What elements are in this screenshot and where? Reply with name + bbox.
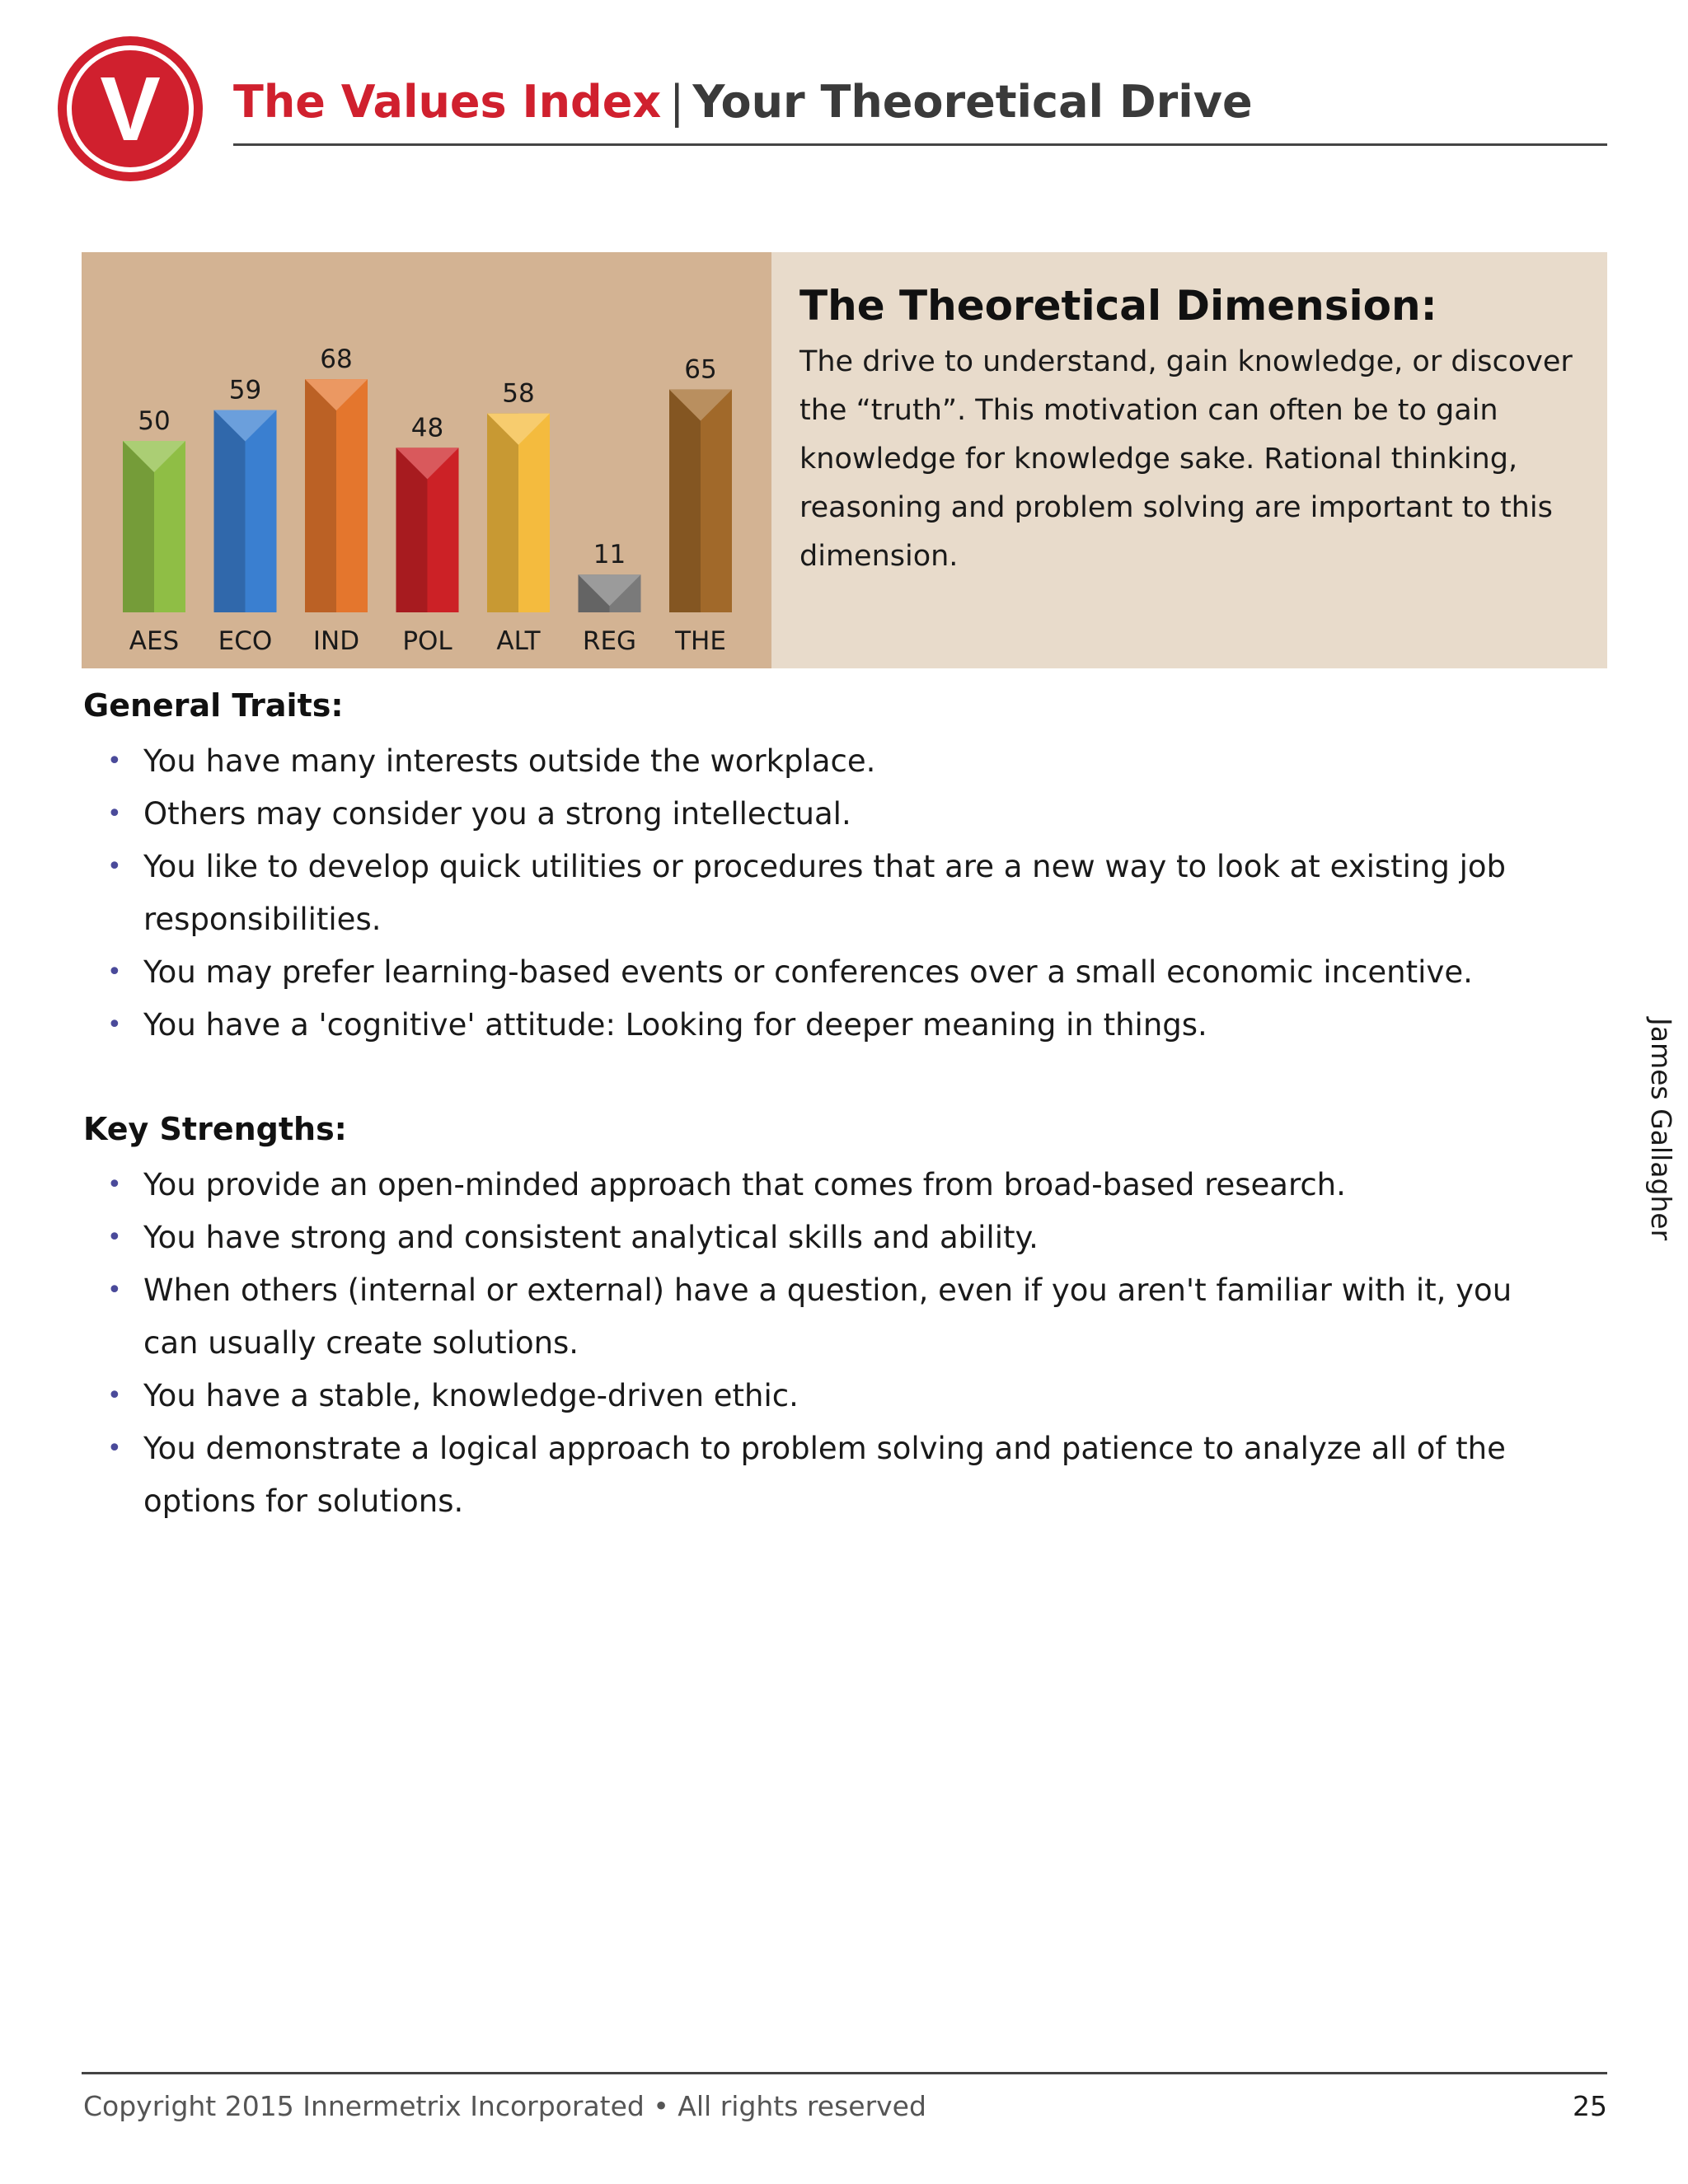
- trait-text: You have many interests outside the workplace.: [143, 743, 876, 779]
- list-item: [107, 735, 1574, 788]
- category-label: POL: [402, 626, 452, 656]
- values-index-logo: [56, 35, 204, 183]
- bar-aes: [123, 441, 185, 612]
- category-label: IND: [312, 626, 360, 656]
- category-label: ALT: [496, 626, 541, 656]
- bar-eco: [214, 410, 277, 612]
- list-item: [107, 1422, 1574, 1528]
- key-strengths-heading: Key Strengths:: [83, 1111, 347, 1147]
- strength-text: You provide an open-minded approach that comes from broad-based research.: [143, 1167, 1346, 1202]
- bullet-icon: •: [107, 852, 122, 881]
- list-item: [107, 999, 1574, 1052]
- bar-left-face: [305, 379, 336, 612]
- general-traits-list: [107, 735, 1574, 1052]
- page-number: 25: [1573, 2090, 1607, 2122]
- bar-pol: [396, 448, 459, 612]
- general-traits-heading: General Traits:: [83, 687, 344, 724]
- bar-value-label: 68: [320, 344, 353, 375]
- bullet-icon: •: [107, 1434, 122, 1463]
- bar-alt: [487, 414, 550, 612]
- bullet-icon: •: [107, 958, 122, 987]
- category-label: THE: [675, 626, 726, 656]
- bar-value-label: 11: [593, 540, 626, 570]
- category-label: AES: [129, 626, 180, 656]
- bullet-icon: •: [107, 747, 122, 776]
- list-item: [107, 1212, 1574, 1264]
- strength-text: When others (internal or external) have a question, even if you aren't familiar with it, you can usually create solutions.: [143, 1272, 1512, 1361]
- key-strengths-list: [107, 1159, 1574, 1528]
- participant-name: James Gallagher: [1645, 1018, 1677, 1241]
- bullet-icon: •: [107, 1381, 122, 1410]
- values-bar-chart: [82, 252, 771, 668]
- trait-text: Others may consider you a strong intellectual.: [143, 796, 851, 832]
- bar-left-face: [487, 414, 518, 612]
- dimension-description-area: [771, 252, 1607, 668]
- trait-text: You have a 'cognitive' attitude: Looking for deeper meaning in things.: [143, 1007, 1207, 1043]
- bar-value-label: 48: [410, 413, 444, 443]
- bar-ind: [305, 379, 368, 612]
- bullet-icon: •: [107, 1223, 122, 1252]
- title-separator: |: [669, 76, 685, 128]
- list-item: [107, 946, 1574, 999]
- values-chart-area: [82, 252, 771, 668]
- category-label: REG: [582, 626, 637, 656]
- bar-right-face: [518, 414, 550, 612]
- bar-right-face: [336, 379, 368, 612]
- strength-text: You have a stable, knowledge-driven ethic.: [143, 1378, 799, 1413]
- page-title: [233, 73, 1253, 132]
- bullet-icon: •: [107, 1276, 122, 1305]
- bar-value-label: 50: [138, 406, 171, 436]
- trait-text: You like to develop quick utilities or procedures that are a new way to look at existing job responsibilities.: [143, 849, 1507, 937]
- logo-letter: V: [100, 59, 161, 160]
- footer-divider: [82, 2072, 1607, 2074]
- bar-value-label: 59: [228, 375, 262, 405]
- section-title: Your Theoretical Drive: [692, 76, 1253, 128]
- bar-value-label: 65: [684, 354, 717, 385]
- footer-copyright: Copyright 2015 Innermetrix Incorporated • All rights reserved: [83, 2090, 926, 2122]
- list-item: [107, 841, 1574, 946]
- bullet-icon: •: [107, 799, 122, 828]
- dimension-panel: [82, 252, 1607, 668]
- dimension-title: The Theoretical Dimension:: [799, 282, 1437, 330]
- bar-right-face: [246, 410, 277, 612]
- strength-text: You demonstrate a logical approach to problem solving and patience to analyze all of the options for solutions.: [143, 1431, 1506, 1519]
- brand-title: The Values Index: [233, 76, 662, 128]
- bar-value-label: 58: [502, 378, 535, 409]
- bar-left-face: [214, 410, 246, 612]
- bar-reg: [579, 574, 641, 612]
- strength-text: You have strong and consistent analytical skills and ability.: [143, 1220, 1039, 1255]
- list-item: [107, 1264, 1574, 1370]
- bar-left-face: [669, 390, 701, 612]
- dimension-description: The drive to understand, gain knowledge, or discover the “truth”. This motivation can often be to gain knowledge for knowledge sake. Rational thinking, reasoning and problem solving are important to this dimension.: [799, 345, 1573, 573]
- bullet-icon: •: [107, 1010, 122, 1039]
- category-label: ECO: [218, 626, 273, 656]
- bar-the: [669, 390, 732, 612]
- list-item: [107, 1159, 1574, 1212]
- bullet-icon: •: [107, 1170, 122, 1199]
- list-item: [107, 788, 1574, 841]
- trait-text: You may prefer learning-based events or conferences over a small economic incentive.: [143, 954, 1473, 990]
- bar-right-face: [701, 390, 732, 612]
- list-item: [107, 1370, 1574, 1422]
- header-divider: [233, 143, 1607, 146]
